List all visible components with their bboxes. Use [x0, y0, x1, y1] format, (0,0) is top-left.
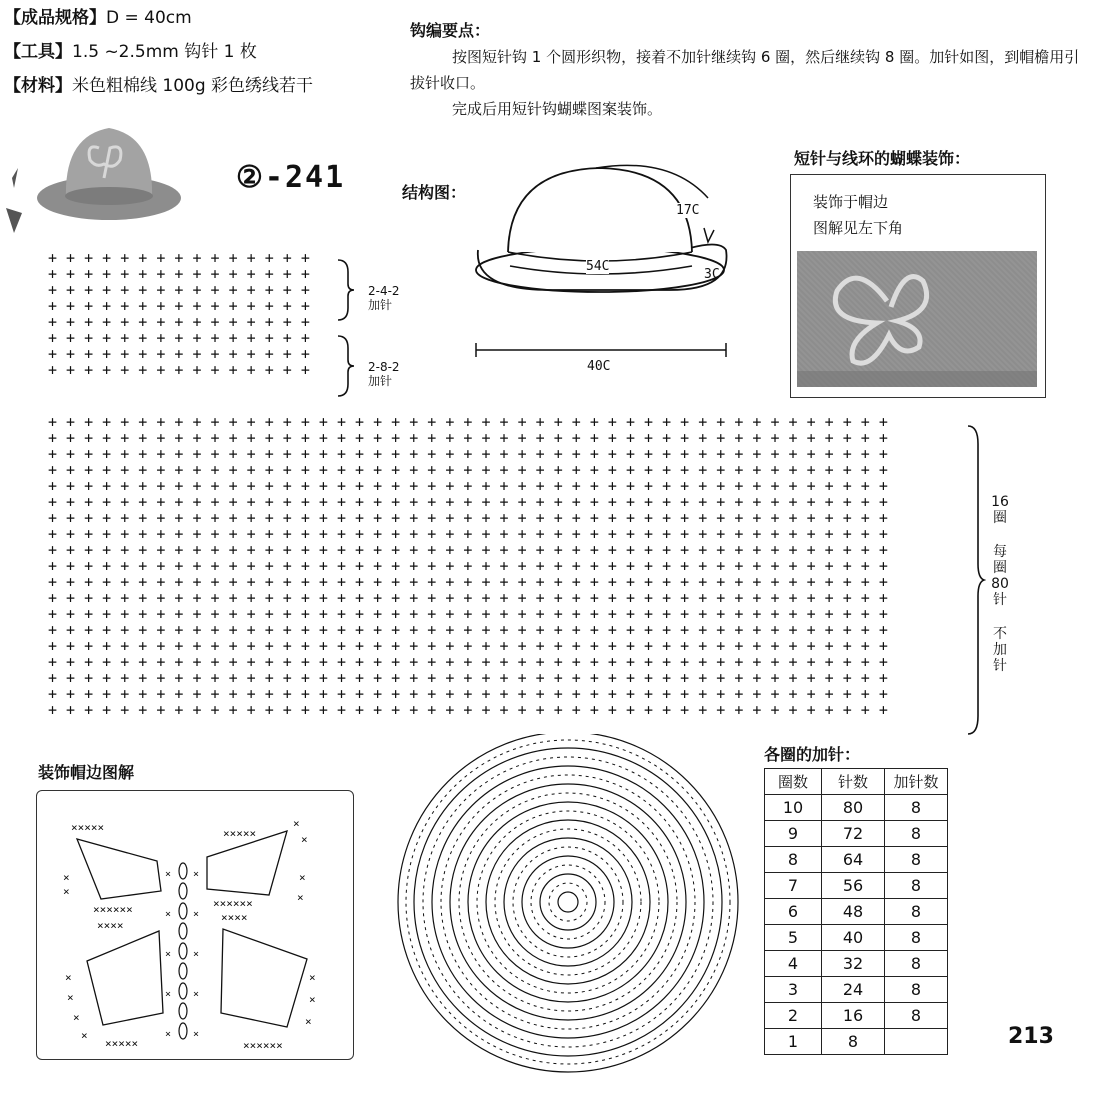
svg-text:×: ×: [299, 871, 306, 884]
svg-text:×××××: ×××××: [223, 827, 257, 840]
table-header-row: [765, 769, 948, 795]
svg-text:×: ×: [165, 1029, 172, 1040]
cell-increase: 8: [885, 847, 948, 873]
svg-text:×: ×: [305, 1015, 312, 1028]
svg-text:××××: ××××: [221, 911, 248, 924]
rounds-bracket: [964, 424, 986, 736]
svg-text:×: ×: [293, 817, 300, 830]
svg-text:×: ×: [165, 949, 172, 960]
cell-stitches: 80: [822, 795, 885, 821]
bracket-2-rule: 2-8-2: [368, 360, 400, 374]
header-rounds: 圈数: [765, 769, 822, 795]
cell-stitches: 40: [822, 925, 885, 951]
table-row: [765, 821, 948, 847]
table-row: [765, 1003, 948, 1029]
bracket-label-2: [368, 360, 400, 388]
caption-line-1: 装饰于帽边: [813, 193, 889, 211]
page-number: 213: [1008, 1024, 1054, 1049]
svg-text:××××: ××××: [97, 919, 124, 932]
spec-size-label: 【成品规格】: [4, 8, 106, 28]
svg-text:×: ×: [309, 993, 316, 1006]
svg-text:×: ×: [193, 1029, 200, 1040]
table-row: [765, 925, 948, 951]
pattern-code: ②-241: [236, 160, 346, 195]
svg-text:×: ×: [193, 949, 200, 960]
cell-round: 7: [765, 873, 822, 899]
side-char-quan-2: 圈: [993, 560, 1007, 576]
svg-text:×: ×: [67, 991, 74, 1004]
brim-width-label: 3C: [704, 267, 720, 282]
crown-round-chart: [394, 734, 742, 1078]
cell-increase: 8: [885, 795, 948, 821]
table-row: [765, 795, 948, 821]
svg-text:×: ×: [193, 989, 200, 1000]
svg-text:××××××: ××××××: [243, 1039, 283, 1052]
cell-round: 3: [765, 977, 822, 1003]
svg-text:×: ×: [165, 869, 172, 880]
butterfly-photo-image: [797, 251, 1037, 387]
side-char-bu: 不: [993, 626, 1007, 642]
butterfly-chart: [36, 790, 354, 1060]
svg-text:×: ×: [193, 909, 200, 920]
side-char-mei: 每: [993, 544, 1007, 560]
svg-text:×: ×: [63, 885, 70, 898]
table-row: [765, 1029, 948, 1055]
svg-text:×××××: ×××××: [71, 821, 105, 834]
cell-stitches: 64: [822, 847, 885, 873]
brim-diagram-title: 装饰帽边图解: [38, 763, 135, 782]
table-row: [765, 951, 948, 977]
cell-increase: 8: [885, 873, 948, 899]
table-row: [765, 899, 948, 925]
butterfly-photo-frame: [790, 174, 1046, 398]
cell-round: 2: [765, 1003, 822, 1029]
butterfly-photo-caption: [813, 189, 903, 241]
side-char-zhen-1: 针: [993, 592, 1007, 608]
cell-stitches: 16: [822, 1003, 885, 1029]
cell-round: 8: [765, 847, 822, 873]
cell-round: 6: [765, 899, 822, 925]
table-row: [765, 873, 948, 899]
crown-depth-label: 17C: [676, 203, 700, 218]
notes-paragraph-1: 按图短针钩 1 个圆形织物，接着不加针继续钩 6 圈，然后继续钩 8 圈。加针如图，到帽檐用引拔针收口。: [410, 48, 1080, 92]
cell-increase: 8: [885, 925, 948, 951]
stitch-chart-top: + + + + + + + + + + + + + + + + + + + + + + + + + + + + + + + + + + + + + + + + + + + + + + + + + + + + + + + + + + + + + + + + + + + + + + + + + + + + + + + + + + + + + + + + + + + + + + + + + + + + + + + + + + + + + + + + + + + + + + + +: [48, 249, 310, 379]
cell-stitches: 24: [822, 977, 885, 1003]
spec-tool-label: 【工具】: [4, 42, 72, 62]
spec-size: [4, 6, 192, 31]
cell-round: 10: [765, 795, 822, 821]
increase-table: [764, 768, 948, 1055]
side-char-zhen-2: 针: [993, 658, 1007, 674]
rounds-side-label: [986, 494, 1014, 674]
table-row: [765, 847, 948, 873]
spec-material-value: 米色粗棉线 100g 彩色绣线若干: [72, 76, 314, 96]
spec-tool: [4, 40, 257, 65]
header-increases: 加针数: [885, 769, 948, 795]
svg-text:××××××: ××××××: [93, 903, 133, 916]
spec-size-value: D = 40cm: [106, 8, 192, 28]
cell-increase: 8: [885, 951, 948, 977]
cell-increase: 8: [885, 977, 948, 1003]
svg-text:×: ×: [193, 869, 200, 880]
spec-material-label: 【材料】: [4, 76, 72, 96]
cell-increase: 8: [885, 899, 948, 925]
cell-stitches: 32: [822, 951, 885, 977]
svg-text:××××××: ××××××: [213, 897, 253, 910]
cell-stitches: 56: [822, 873, 885, 899]
svg-text:×××××: ×××××: [105, 1037, 139, 1050]
svg-text:×: ×: [63, 871, 70, 884]
cell-round: 1: [765, 1029, 822, 1055]
notes-title: 钩编要点：: [410, 21, 491, 40]
svg-text:×: ×: [309, 971, 316, 984]
notes-paragraph-2: 完成后用短针钩蝴蝶图案装饰。: [452, 100, 663, 118]
cell-round: 4: [765, 951, 822, 977]
hat-photo: [4, 118, 194, 240]
side-char-quan-1: 圈: [993, 510, 1007, 526]
side-stitch-number: 80: [991, 576, 1009, 592]
bracket-label-1: [368, 284, 400, 312]
header-stitches: 针数: [822, 769, 885, 795]
increase-brackets: [334, 258, 358, 398]
svg-text:×: ×: [73, 1011, 80, 1024]
increase-table-title: 各圈的加针：: [764, 745, 861, 764]
svg-text:×: ×: [65, 971, 72, 984]
table-row: [765, 977, 948, 1003]
cell-round: 5: [765, 925, 822, 951]
svg-text:×: ×: [301, 833, 308, 846]
cell-increase: [885, 1029, 948, 1055]
side-rounds-number: 16: [991, 494, 1009, 510]
diameter-label: 40C: [587, 359, 611, 374]
spec-tool-value: 1.5 ~2.5mm 钩针 1 枚: [72, 42, 257, 62]
cell-increase: 8: [885, 821, 948, 847]
svg-text:×: ×: [297, 891, 304, 904]
band-circumference-label: 54C: [586, 259, 610, 274]
structure-title: 结构图：: [402, 183, 467, 202]
bracket-1-note: 加针: [368, 298, 393, 312]
caption-line-2: 图解见左下角: [813, 219, 904, 237]
cell-stitches: 8: [822, 1029, 885, 1055]
spec-material: [4, 74, 313, 99]
bracket-2-note: 加针: [368, 374, 393, 388]
stitch-chart-main: + + + + + + + + + + + + + + + + + + + + + + + + + + + + + + + + + + + + + + + + + + + + + + + + + + + + + + + + + + + + + + + + + + + + + + + + + + + + + + + + + + + + + + + + + + + + + + + + + + + + + + + + + + + + + + + + + + + + + + + + + + + + + + + + + + + + + + + + + + + + + + + + + + + + + + + + + + + + + + + + + + + + + + + + + + + + + + + + + + + + + + + + + + + + + + + + + + + + + + + + + + + + + + + + + + + + + + + + + + + + + + + + + + + + + + + + + + + + + + + + + + + + + + + + + + + + + + + + + + + + + + + + + + + + + + + + + + + + + + + + + + + + + + + + + + + + + + + + + + + + + + + + + + + + + + + + + + + + + + + + + + + + + + + + + + + + + + + + + + + + + + + + + + + + + + + + + + + + + + + + + + + + + + + + + + + + + + + + + + + + + + + + + + + + + + + + + + + + + + + + + + + + + + + + + + + + + + + + + + + + + + + + + + + + + + + + + + + + + + + + + + + + + + + + + + + + + + + + + + + + + + + + + + + + + + + + + + + + + + + + + + + + + + + + + + + + + + + + + + + + + + + + + + + + + + + + + + + + + + + + + + + + + + + + + + + + + + + + + + + + + + + + + + + + + + + + + + + + + + + + + + + + + + + + + + + + + + + + + + + + + + + + + + + + + + + + + + + + + + + + + + + + + + + + + + + + + + + + + + + + + + + + + + + + + + + + + + + + + + + + + + + + + + + + + + + + + + + + + + + + + + + + + + + + + + + + + + + + + + + + + + + + + + + + + + + + + + + + + + + + + + + + + + + + + + + + + + + + + + + + + + + + + + + + + + + + + + + + + + + + + + + + + + + + + + + + + + + + + + + + + + + + + + + + + + + + + + + + + + + + + + + + + + + + + + + + + + + + + + + + + + + + + + + + + + + + + + + + + + + + + + + + + + + + + + + + + + + + + + + + + + + + + + + + + + + + + + + + + + + + + + + + + + + + + + + + + + + + + + + + + + + + + + + + + + + + +: [48, 413, 888, 719]
svg-text:×: ×: [165, 909, 172, 920]
cell-round: 9: [765, 821, 822, 847]
cell-stitches: 72: [822, 821, 885, 847]
bracket-1-rule: 2-4-2: [368, 284, 400, 298]
side-char-jia: 加: [993, 642, 1007, 658]
butterfly-photo-title: 短针与线环的蝴蝶装饰：: [794, 149, 971, 168]
cell-stitches: 48: [822, 899, 885, 925]
svg-text:×: ×: [165, 989, 172, 1000]
svg-text:×: ×: [81, 1029, 88, 1042]
cell-increase: 8: [885, 1003, 948, 1029]
